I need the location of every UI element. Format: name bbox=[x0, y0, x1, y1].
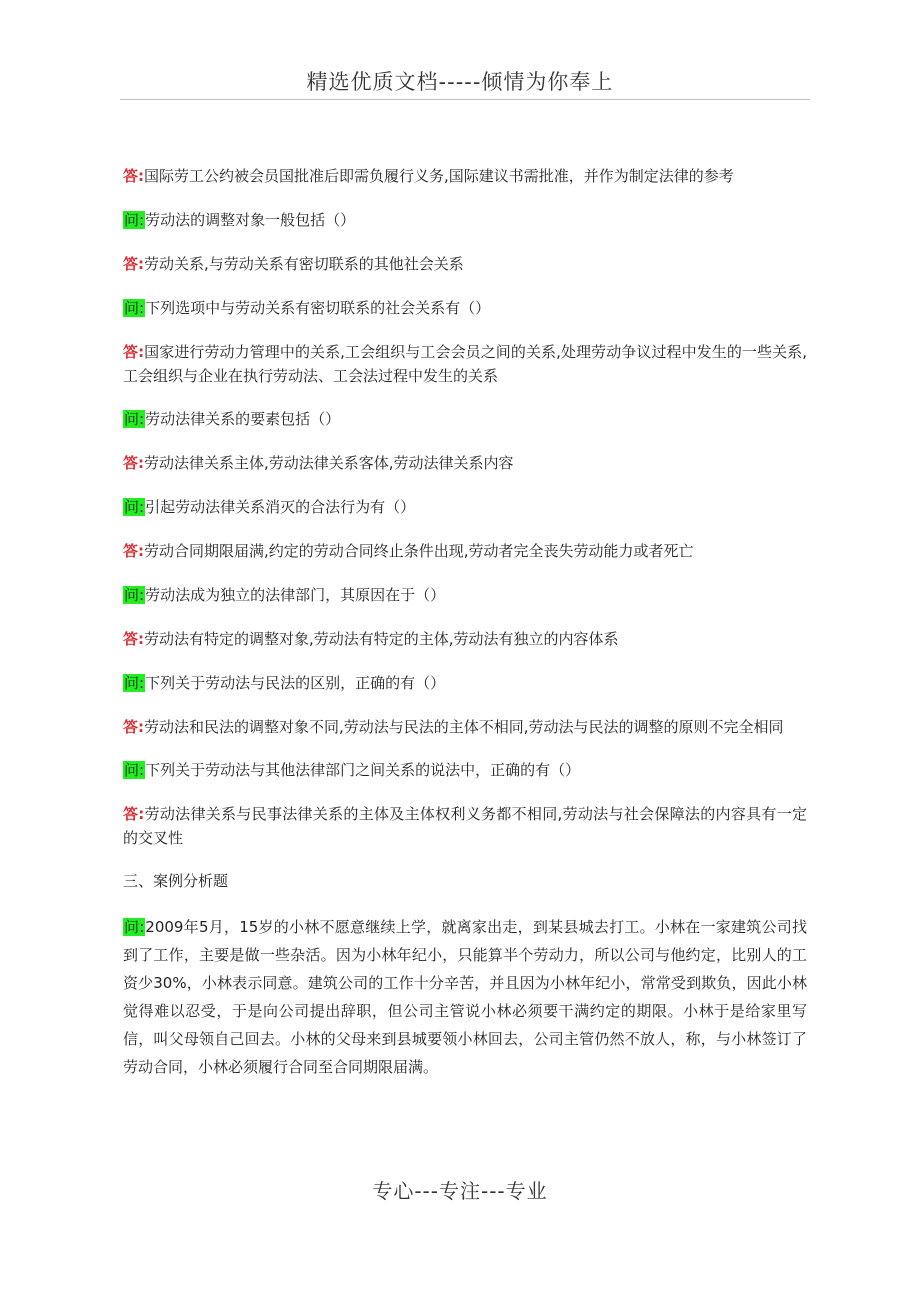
question-paragraph bbox=[123, 296, 807, 320]
page-header-title: 精选优质文档-----倾情为你奉上 bbox=[306, 70, 614, 94]
question-paragraph bbox=[123, 671, 807, 695]
answer-text: 劳动合同期限届满,约定的劳动合同终止条件出现,劳动者完全丧失劳动能力或者死亡 bbox=[144, 542, 694, 560]
section-heading: 三、案例分析题 bbox=[123, 872, 229, 890]
question-label: 问: bbox=[124, 761, 145, 779]
answer-label: 答: bbox=[123, 805, 145, 823]
answer-label: 答: bbox=[123, 718, 144, 736]
question-paragraph bbox=[123, 495, 807, 519]
question-paragraph bbox=[123, 208, 807, 232]
question-label: 问: bbox=[124, 586, 145, 604]
question-text: 下列关于劳动法与民法的区别，正确的有（） bbox=[145, 674, 446, 692]
answer-text: 国际劳工公约被会员国批准后即需负履行义务,国际建议书需批准，并作为制定法律的参考 bbox=[144, 167, 734, 185]
answer-text: 劳动关系,与劳动关系有密切联系的其他社会关系 bbox=[144, 255, 464, 273]
document-body bbox=[123, 164, 807, 1081]
question-text: 劳动法律关系的要素包括（） bbox=[145, 410, 341, 428]
case-text: 2009年5月，15岁的小林不愿意继续上学，就离家出走，到某县城去打工。小林在一家建筑公司找到了工作，主要是做一些杂活。因为小林年纪小，只能算半个劳动力，所以公司与他约定，比别人的工资少30%，小林表示同意。建筑公司的工作十分辛苦，并且因为小林年纪小，常常受到欺负，因此小林觉得难以忍受，于是向公司提出辞职，但公司主管说小林必须要干满约定的期限。小林于是给家里写信，叫父母领自己回去。小林的父母来到县城要领小林回去，公司主管仍然不放人，称，与小林签订了劳动合同，小林必须履行合同至合同期限届满。 bbox=[123, 918, 807, 1076]
question-text: 劳动法成为独立的法律部门，其原因在于（） bbox=[145, 586, 446, 604]
answer-label: 答: bbox=[123, 167, 144, 185]
answer-text: 劳动法律关系主体,劳动法律关系客体,劳动法律关系内容 bbox=[144, 454, 514, 472]
page-footer: 专心---专注---专业 bbox=[372, 1179, 548, 1203]
answer-text: 国家进行劳动力管理中的关系,工会组织与工会会员之间的关系,处理劳动争议过程中发生的一些关系,工会组织与企业在执行劳动法、工会法过程中发生的关系 bbox=[123, 343, 807, 385]
answer-label: 答: bbox=[123, 454, 144, 472]
answer-label: 答: bbox=[123, 542, 144, 560]
answer-paragraph bbox=[123, 451, 807, 475]
question-label: 问: bbox=[124, 299, 145, 317]
question-label: 问: bbox=[124, 674, 145, 692]
answer-text: 劳动法有特定的调整对象,劳动法有特定的主体,劳动法有独立的内容体系 bbox=[144, 630, 619, 648]
answer-paragraph bbox=[123, 627, 807, 651]
answer-text: 劳动法律关系与民事法律关系的主体及主体权利义务都不相同,劳动法与社会保障法的内容具有一定的交叉性 bbox=[123, 805, 807, 847]
answer-paragraph bbox=[123, 164, 807, 188]
question-text: 下列选项中与劳动关系有密切联系的社会关系有（） bbox=[145, 299, 491, 317]
question-text: 引起劳动法律关系消灭的合法行为有（） bbox=[145, 498, 416, 516]
question-label: 问: bbox=[124, 498, 145, 516]
question-paragraph bbox=[123, 407, 807, 431]
question-paragraph bbox=[123, 583, 807, 607]
header-divider bbox=[120, 99, 810, 100]
answer-paragraph bbox=[123, 539, 807, 563]
question-text: 下列关于劳动法与其他法律部门之间关系的说法中，正确的有（） bbox=[145, 761, 581, 779]
question-label: 问: bbox=[124, 211, 145, 229]
answer-paragraph bbox=[123, 802, 807, 850]
question-paragraph bbox=[123, 758, 807, 782]
question-label: 问: bbox=[124, 918, 145, 936]
question-label: 问: bbox=[124, 410, 145, 428]
case-paragraph bbox=[123, 913, 807, 1081]
answer-paragraph bbox=[123, 715, 807, 739]
answer-paragraph bbox=[123, 252, 807, 276]
answer-label: 答: bbox=[123, 343, 145, 361]
question-text: 劳动法的调整对象一般包括（） bbox=[145, 211, 356, 229]
answer-label: 答: bbox=[123, 255, 144, 273]
answer-text: 劳动法和民法的调整对象不同,劳动法与民法的主体不相同,劳动法与民法的调整的原则不完全相同 bbox=[144, 718, 784, 736]
answer-paragraph bbox=[123, 340, 807, 388]
answer-label: 答: bbox=[123, 630, 144, 648]
